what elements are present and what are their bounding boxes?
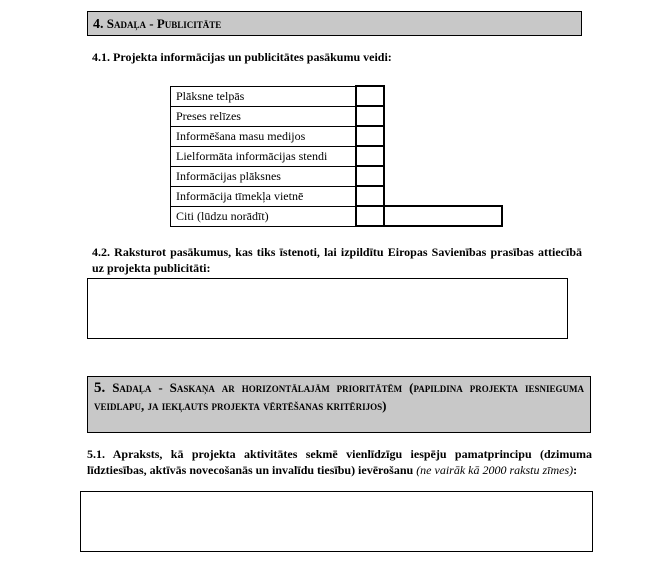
- equal-opportunity-description-field[interactable]: [80, 491, 593, 552]
- section-5-header: [87, 376, 591, 433]
- option-label: Citi (lūdzu norādīt): [171, 206, 357, 226]
- option-checkbox[interactable]: [356, 126, 384, 146]
- question-4-1-label: 4.1. Projekta informācijas un publicitātes pasākumu veidi:: [92, 50, 392, 64]
- section-4-title: Publicitāte: [156, 16, 222, 31]
- section-5-number: 5.: [94, 380, 106, 396]
- character-limit-note: (ne vairāk kā 2000 rakstu zīmes): [416, 463, 574, 477]
- option-row: [171, 106, 503, 126]
- question-5-1-suffix: :: [573, 463, 578, 477]
- publicity-options-table: [170, 85, 503, 227]
- option-checkbox[interactable]: [356, 166, 384, 186]
- section-4-title-prefix: Sadaļa -: [106, 16, 157, 31]
- option-label: Informēšana masu medijos: [171, 126, 357, 146]
- option-row: [171, 146, 503, 166]
- section-5-title: Sadaļa - Saskaņa ar horizontālajām prioritātēm (papildina projekta iesnieguma veidlapu, ja iekļauts projekta vērtēšanas kritērijos): [94, 380, 584, 413]
- option-checkbox[interactable]: [356, 86, 384, 106]
- option-label: Informācija tīmekļa vietnē: [171, 186, 357, 206]
- option-row: [171, 186, 503, 206]
- other-specify-field[interactable]: [384, 206, 502, 226]
- option-checkbox[interactable]: [356, 106, 384, 126]
- option-row: [171, 166, 503, 186]
- option-row: [171, 86, 503, 106]
- section-4-header: [87, 11, 582, 36]
- option-label: Lielformāta informācijas stendi: [171, 146, 357, 166]
- option-row: [171, 206, 503, 226]
- option-label: Informācijas plāksnes: [171, 166, 357, 186]
- section-4-number: 4.: [93, 17, 104, 32]
- question-4-2-label: 4.2. Raksturot pasākumus, kas tiks īstenoti, lai izpildītu Eiropas Savienības prasības attiecībā uz projekta publicitāti:: [92, 245, 582, 275]
- option-checkbox[interactable]: [356, 146, 384, 166]
- question-5-1-text: 5.1. Apraksts, kā projekta aktivitātes sekmē vienlīdzīgu iespēju pamatprincipu (dzimuma līdztiesības, aktīvās novecošanās un invalīdu tiesību) ievērošanu: [87, 447, 592, 477]
- option-checkbox[interactable]: [356, 206, 384, 226]
- option-checkbox[interactable]: [356, 186, 384, 206]
- question-5-1-label: [87, 446, 592, 478]
- publicity-description-field[interactable]: [87, 278, 568, 339]
- option-label: Plāksne telpās: [171, 86, 357, 106]
- option-row: [171, 126, 503, 146]
- option-label: Preses relīzes: [171, 106, 357, 126]
